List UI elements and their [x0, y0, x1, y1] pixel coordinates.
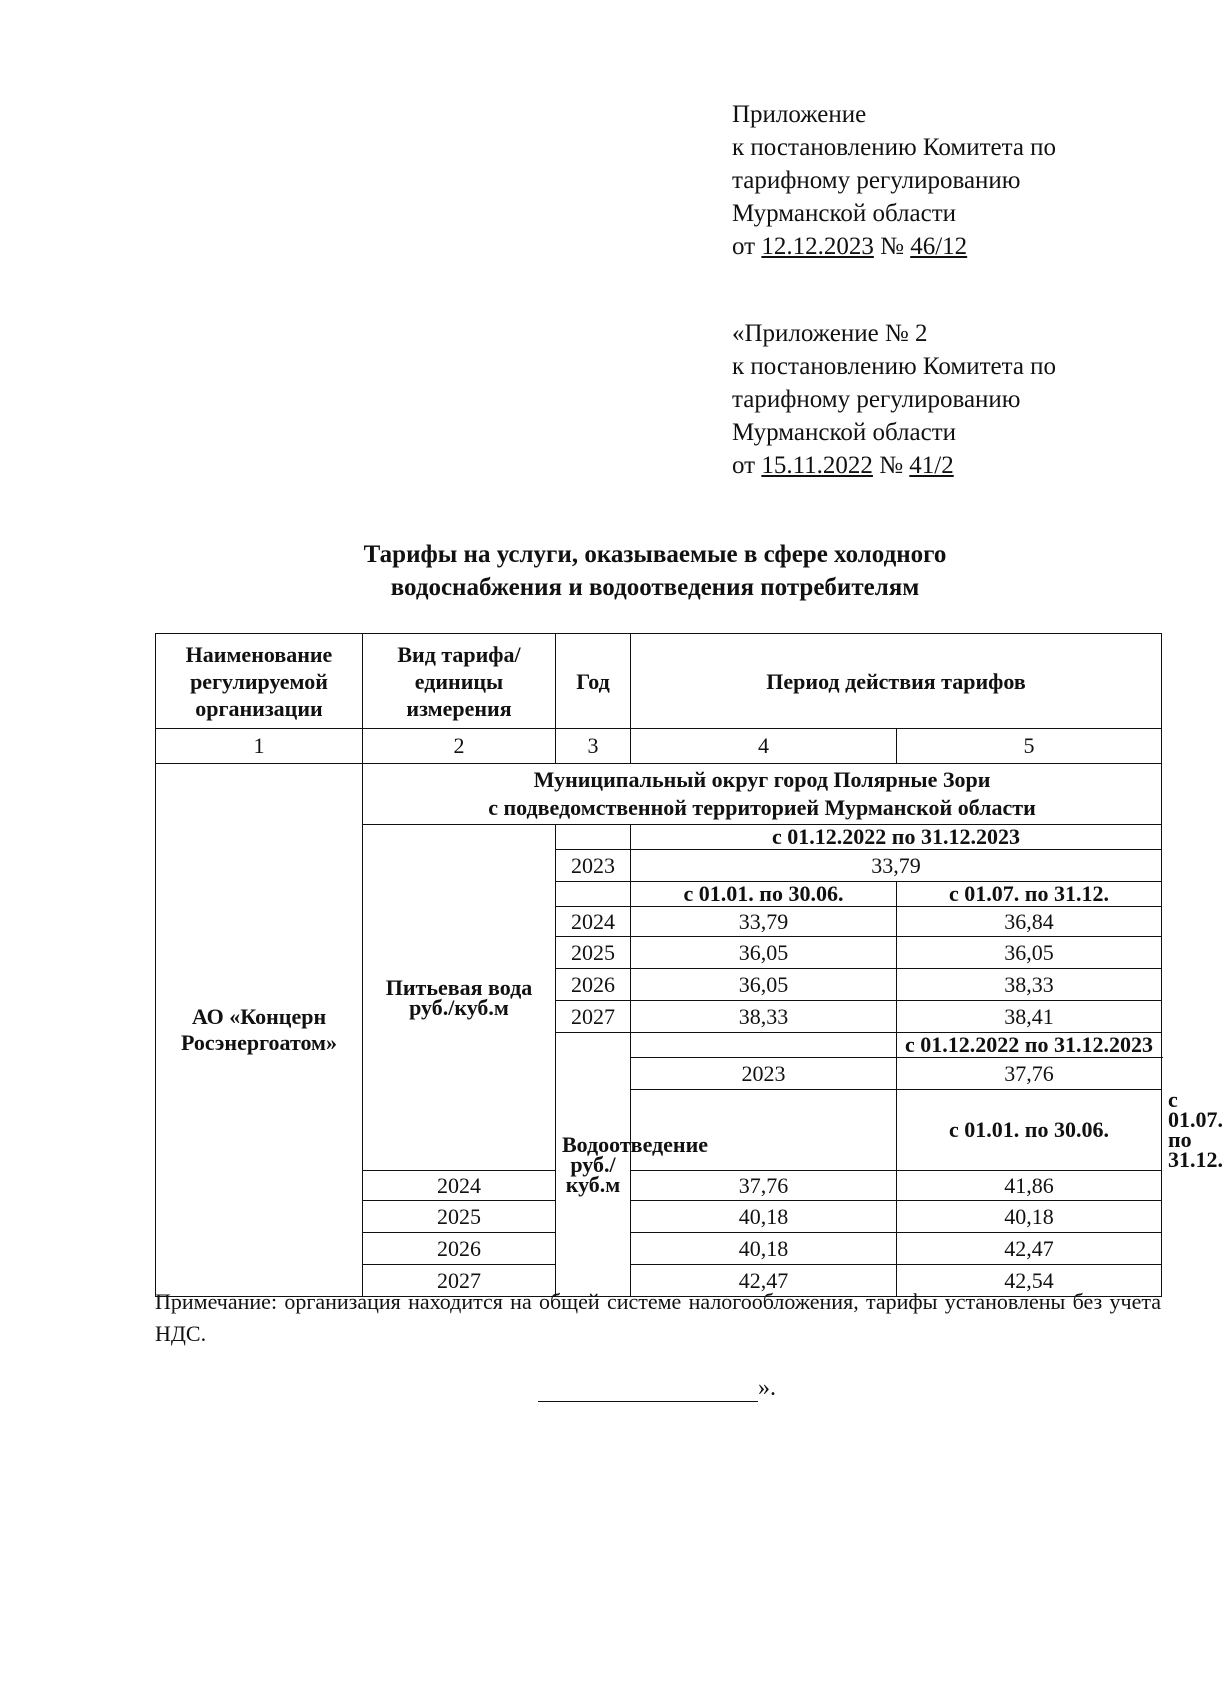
appendix-2-date: 15.11.2022: [761, 452, 873, 479]
tariff-type-wastewater: [556, 1033, 709, 1297]
half-year-1-header: с 01.01. по 30.06.: [631, 882, 897, 907]
tariff-value: 36,05: [631, 969, 897, 1001]
appendix-2-line4: Мурманской области: [732, 419, 957, 446]
title-line1: Тарифы на услуги, оказываемые в сфере холодного: [363, 541, 947, 568]
appendix-1-number: 46/12: [910, 233, 968, 260]
tariff-value: 36,05: [631, 937, 897, 969]
header-year: Год: [556, 634, 631, 729]
col-number: 4: [631, 729, 897, 764]
year-cell: 2026: [556, 969, 631, 1001]
tariff-value: 36,05: [897, 937, 1162, 969]
organization-name: АО «Концерн Росэнергоатом»: [156, 764, 363, 1297]
period-full: с 01.12.2022 по 31.12.2023: [897, 1033, 1162, 1058]
region-line1: Муниципальный округ город Полярные Зори: [533, 767, 991, 792]
header-type: Вид тарифа/единицы измерения: [363, 634, 556, 729]
appendix-1-header: [732, 98, 1056, 263]
region-name: [363, 764, 1162, 825]
year-cell: 2023: [556, 850, 631, 882]
appendix-2-line2: к постановлению Комитета по: [732, 353, 1057, 380]
year-cell: 2023: [631, 1058, 897, 1090]
tariffs-table: [155, 633, 1223, 1297]
tariff-unit: руб./куб.м: [409, 994, 509, 1020]
appendix-1-date-line: от 12.12.2023 № 46/12: [732, 233, 968, 260]
table-row: с 01.01. по 30.06. с 01.07. по 31.12.: [156, 1090, 1162, 1171]
col-number: 5: [897, 729, 1162, 764]
tariff-value: 42,47: [897, 1233, 1162, 1265]
tariff-value: 37,76: [897, 1058, 1162, 1090]
tariff-value: 33,79: [631, 850, 1162, 882]
year-cell: 2025: [363, 1201, 556, 1233]
year-cell: 2026: [363, 1233, 556, 1265]
year-cell: 2024: [363, 1171, 556, 1201]
col-number: 1: [156, 729, 363, 764]
tariff-value: 40,18: [631, 1233, 897, 1265]
appendix-1-line1: Приложение: [732, 101, 867, 128]
tariff-value: 42,54: [897, 1265, 1162, 1297]
tariff-value: 42,47: [631, 1265, 897, 1297]
tariff-value: 40,18: [631, 1201, 897, 1233]
year-cell: 2027: [363, 1265, 556, 1297]
closing-quote: ».: [758, 1375, 776, 1401]
period-full: с 01.12.2022 по 31.12.2023: [631, 825, 1162, 850]
tariff-type-drinking-water: [363, 825, 556, 1171]
document-title: [150, 538, 1160, 604]
region-line2: с подведомственной территорией Мурманской области: [488, 795, 1036, 820]
appendix-1-line2: к постановлению Комитета по: [732, 134, 1057, 161]
tariff-value: 38,33: [631, 1001, 897, 1033]
region-row: [156, 764, 1162, 825]
tariff-name: Питьевая вода: [385, 974, 533, 1000]
year-cell: 2025: [556, 937, 631, 969]
col-number: 3: [556, 729, 631, 764]
half-year-1-header: с 01.01. по 30.06.: [897, 1090, 1162, 1171]
appendix-2-line3: тарифному регулированию: [732, 386, 1021, 413]
table-header-row: [156, 634, 1162, 729]
header-org: Наименование регулируемой организации: [156, 634, 363, 729]
column-numbers-row: [156, 729, 1162, 764]
tariff-value: 38,41: [897, 1001, 1162, 1033]
title-line2: водоснабжения и водоотведения потребителям: [390, 574, 920, 601]
col-number: 2: [363, 729, 556, 764]
signature-line: [538, 1375, 758, 1402]
tariff-value: 41,86: [897, 1171, 1162, 1201]
tariff-value: 33,79: [631, 907, 897, 937]
tariff-name: Водоотведение: [562, 1131, 709, 1157]
tariff-value: 40,18: [897, 1201, 1162, 1233]
appendix-2-header: [732, 317, 1056, 482]
appendix-1-date: 12.12.2023: [761, 233, 874, 260]
year-cell: 2024: [556, 907, 631, 937]
appendix-2-line1: «Приложение № 2: [732, 320, 928, 347]
appendix-1-line3: тарифному регулированию: [732, 167, 1021, 194]
appendix-2-date-line: от 15.11.2022 № 41/2: [732, 452, 954, 479]
tariff-value: 36,84: [897, 907, 1162, 937]
appendix-2-number: 41/2: [909, 452, 954, 479]
footnote: Примечание: организация находится на общей системе налогообложения, тарифы установлены без учета НДС.: [155, 1289, 1161, 1346]
appendix-1-line4: Мурманской области: [732, 200, 957, 227]
tariff-unit: руб./куб.м: [565, 1151, 621, 1197]
closing-mark: [538, 1375, 776, 1402]
half-year-2-header: с 01.07. по 31.12.: [897, 882, 1162, 907]
header-period: Период действия тарифов: [631, 634, 1162, 729]
tariff-value: 37,76: [631, 1171, 897, 1201]
year-cell: 2027: [556, 1001, 631, 1033]
tariff-value: 38,33: [897, 969, 1162, 1001]
